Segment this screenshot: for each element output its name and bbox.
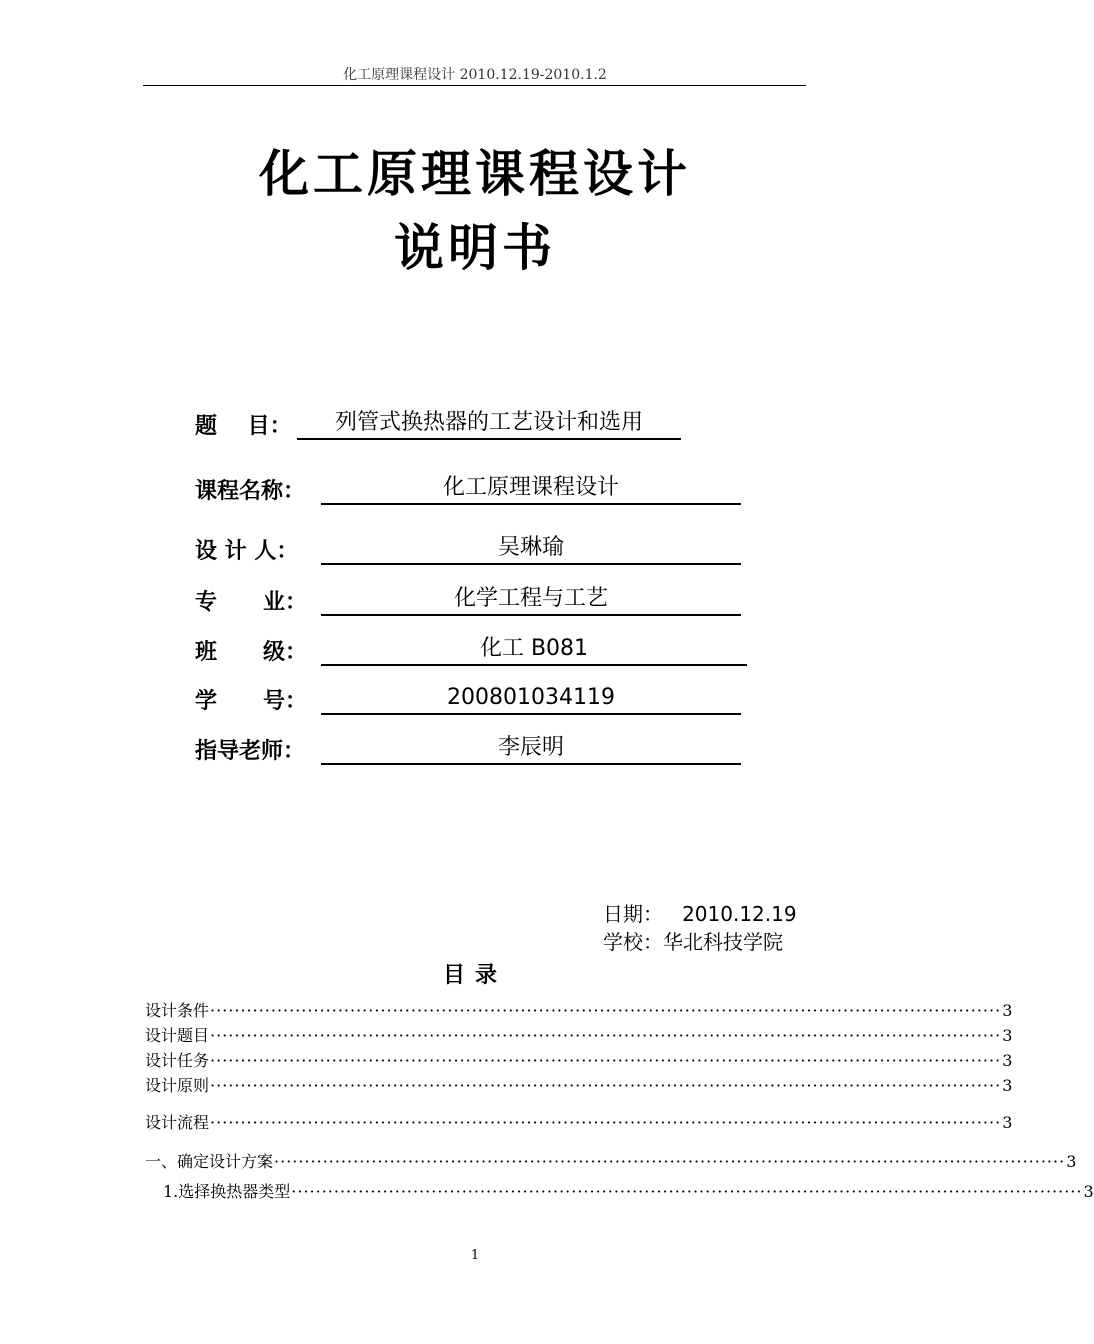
field-label: 专 业：	[195, 590, 307, 615]
toc-entry-title: 设计条件	[145, 1001, 210, 1020]
school-line: 学校：华北科技学院	[603, 930, 783, 954]
cover-field-major	[195, 582, 608, 616]
page-number: 1	[470, 1248, 480, 1263]
field-value: 化学工程与工艺	[321, 584, 741, 616]
toc-entry-title: 设计原则	[145, 1076, 210, 1095]
cover-field-student-id	[195, 681, 615, 715]
toc-entry-page: 3	[1066, 1152, 1077, 1171]
toc-entry[interactable]	[145, 1149, 1077, 1171]
toc-entry-page: 3	[1002, 1076, 1013, 1095]
cover-field-topic	[195, 406, 643, 440]
toc-entry-page: 3	[1002, 1051, 1013, 1070]
field-value: 吴琳瑜	[321, 533, 741, 565]
toc-leader: ··································································································································	[210, 1076, 1002, 1095]
field-label: 课程名称：	[195, 479, 306, 504]
toc-entry-page: 3	[1002, 1001, 1013, 1020]
toc-entry-page: 3	[1002, 1026, 1013, 1045]
toc-entry[interactable]	[145, 1073, 1013, 1095]
document-subtitle: 说明书	[394, 219, 556, 277]
running-header: 化工原理课程设计 2010.12.19-2010.1.2	[343, 67, 607, 83]
field-label: 设 计 人：	[195, 539, 299, 564]
document-title: 化工原理课程设计	[259, 145, 691, 203]
field-label: 指导老师：	[195, 739, 306, 764]
toc-entry-page: 3	[1002, 1113, 1013, 1132]
cover-field-class	[195, 632, 589, 666]
toc-entry[interactable]	[145, 1048, 1013, 1070]
cover-field-course	[195, 471, 619, 505]
field-label: 学 号：	[195, 689, 307, 714]
field-value: 李辰明	[321, 733, 741, 765]
cover-field-advisor	[195, 731, 564, 765]
toc-leader: ··································································································································	[210, 1001, 1002, 1020]
cover-field-designer	[195, 531, 564, 565]
toc-entry[interactable]	[145, 1179, 1094, 1201]
field-value: 化工 B081	[321, 634, 747, 666]
date-school-block	[603, 898, 797, 954]
field-value: 列管式换热器的工艺设计和选用	[297, 408, 681, 440]
toc-heading: 目录	[442, 963, 507, 988]
toc-entry-title: 设计流程	[145, 1113, 210, 1132]
toc-entry[interactable]	[145, 1023, 1013, 1045]
header-rule	[143, 85, 806, 86]
toc-leader: ··································································································································	[210, 1026, 1002, 1045]
toc-leader: ··································································································································	[291, 1182, 1083, 1201]
field-label: 班 级：	[195, 640, 307, 665]
toc-entry[interactable]	[145, 998, 1013, 1020]
toc-entry-title: 1.选择换热器类型	[163, 1182, 291, 1201]
toc-leader: ··································································································································	[210, 1113, 1002, 1132]
field-label: 题 目：	[195, 414, 292, 439]
toc-entry-page: 3	[1083, 1182, 1094, 1201]
toc-entry-title: 设计题目	[145, 1026, 210, 1045]
field-value: 200801034119	[321, 683, 741, 715]
toc-entry-title: 设计任务	[145, 1051, 210, 1070]
toc-leader: ··································································································································	[210, 1051, 1002, 1070]
date-line: 日期： 2010.12.19	[603, 902, 797, 926]
toc-leader: ··································································································································	[274, 1152, 1066, 1171]
field-value: 化工原理课程设计	[321, 473, 741, 505]
toc-entry-title: 一、确定设计方案	[145, 1152, 274, 1171]
toc-entry[interactable]	[145, 1110, 1013, 1132]
